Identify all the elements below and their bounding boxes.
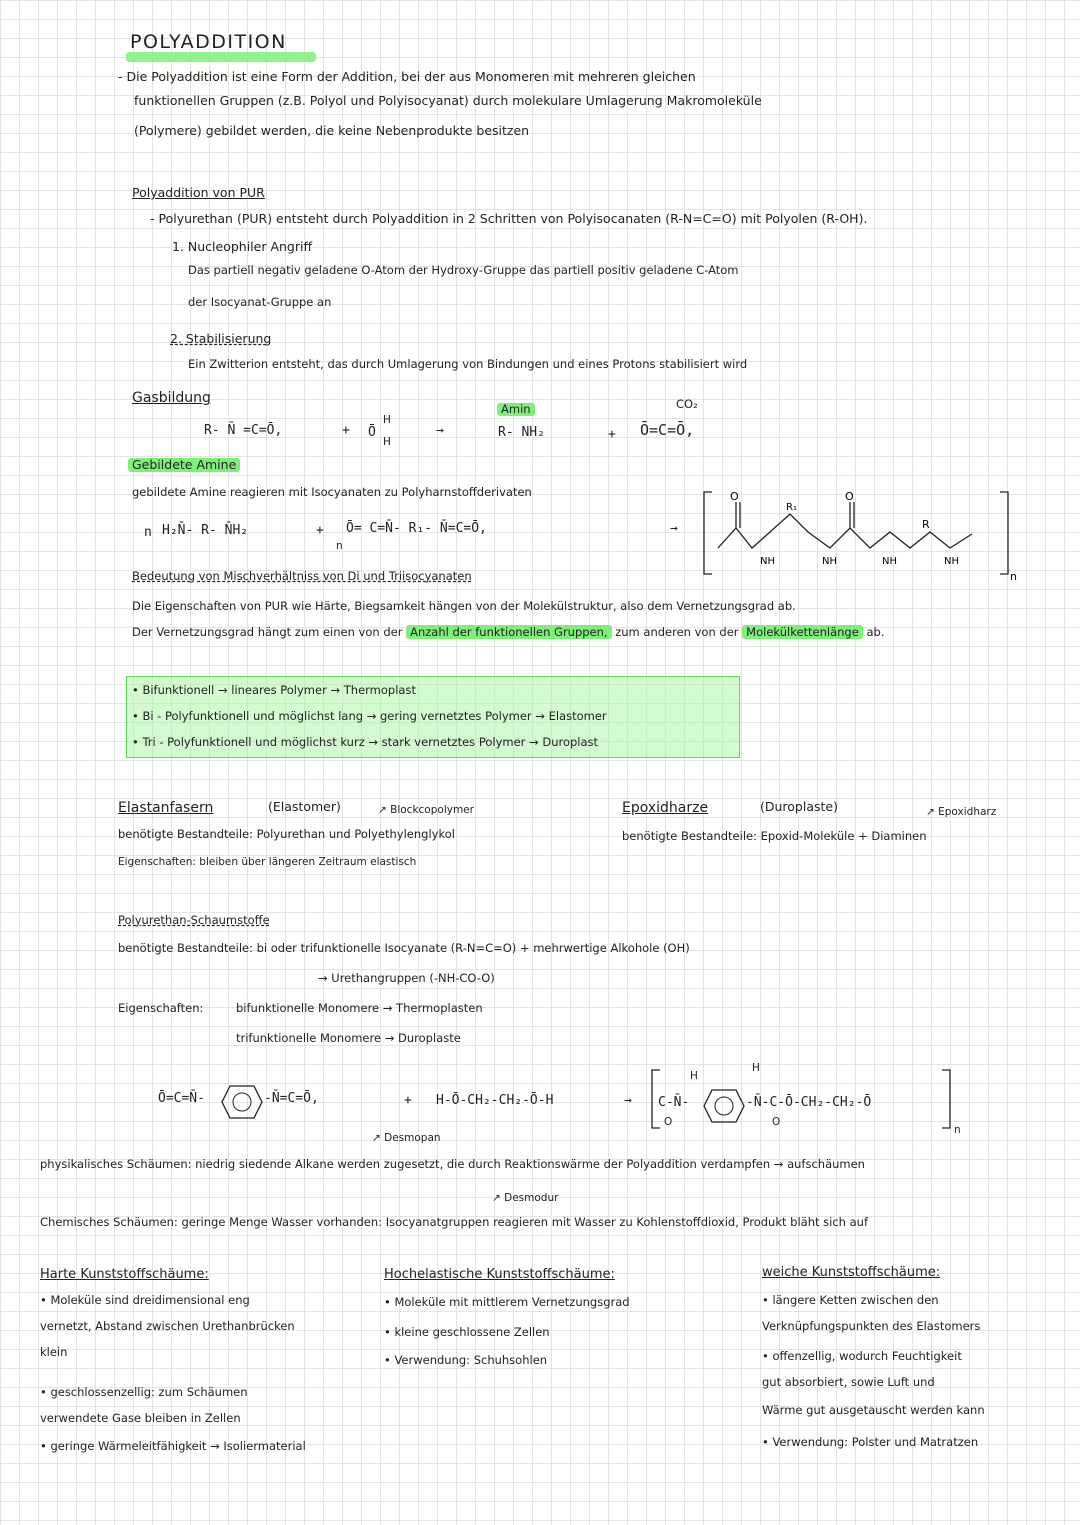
hart-line-3: klein (40, 1345, 68, 1359)
weich-line-2: Verknüpfungspunkten des Elastomers (762, 1319, 981, 1333)
amine-reactant-2: Ō= C=N̄- R₁- N̄=C=Ō, (346, 521, 487, 536)
pur-heading: Polyaddition von PUR (132, 185, 265, 200)
weich-line-1: • längere Ketten zwischen den (762, 1293, 939, 1307)
amin-formula: R- NH₂ (498, 425, 545, 440)
hart-title: Harte Kunststoffschäume: (40, 1267, 209, 1282)
reaction-mid: -N̄=C=Ō, (264, 1091, 319, 1106)
step1-text-2: der Isocyanat-Gruppe an (188, 295, 332, 309)
urea-nh-2: NH (822, 556, 837, 567)
schaum-props-label: Eigenschaften: (118, 1001, 204, 1015)
mix-heading: Bedeutung von Mischverhältniss von Di und Triisocyanaten (132, 569, 472, 583)
page-title: POLYADDITION (130, 31, 287, 53)
gas-plus-1: + (342, 423, 350, 438)
substituent-r: R (922, 518, 930, 531)
pur-line: - Polyurethan (PUR) entsteht durch Polyaddition in 2 Schritten von Polyisocanaten (R-N=C=O) mit Polyolen (R-OH). (150, 211, 868, 226)
hart-line-2: vernetzt, Abstand zwischen Urethanbrücken (40, 1319, 295, 1333)
schaum-props-2: trifunktionelle Monomere → Duroplaste (236, 1031, 461, 1045)
hoch-line-1: • Moleküle mit mittlerem Vernetzungsgrad (384, 1295, 630, 1309)
product-o-1: O (664, 1116, 673, 1128)
schaum-heading: Polyurethan-Schaumstoffe (118, 913, 270, 927)
elastan-line-1: benötigte Bestandteile: Polyurethan und Polyethylenglykol (118, 827, 455, 841)
weich-line-4: gut absorbiert, sowie Luft und (762, 1375, 935, 1389)
amine-text: gebildete Amine reagieren mit Isocyanaten zu Polyharnstoffderivaten (132, 485, 532, 499)
amine-reactant-1: H₂N̄- R- N̄H₂ (162, 523, 249, 538)
gas-water-h2: H (383, 436, 391, 448)
product-n: n (954, 1124, 961, 1136)
elastan-line-2: Eigenschaften: bleiben über längeren Zeitraum elastisch (118, 856, 417, 868)
step2-text: Ein Zwitterion entsteht, das durch Umlagerung von Bindungen und eines Protons stabilisiert wird (188, 357, 748, 371)
elastan-heading: Elastanfasern (118, 800, 214, 816)
desmopan-note: ↗ Desmopan (372, 1132, 441, 1144)
hart-line-4: • geschlossenzellig: zum Schäumen (40, 1385, 248, 1399)
amine-heading: Gebildete Amine (128, 458, 240, 472)
urea-nh-3: NH (882, 556, 897, 567)
schaum-line-1: benötigte Bestandteile: bi oder trifunktionelle Isocyanate (R-N=C=O) + mehrwertige Alkohole (OH) (118, 941, 690, 955)
box-item-1: • Bifunktionell → lineares Polymer → Thermoplast (132, 683, 416, 697)
carbonyl-o-2: O (845, 490, 854, 503)
substituent-r1: R₁ (786, 502, 797, 513)
product-h-1: H (690, 1070, 698, 1082)
gas-water-o: Ō (368, 425, 376, 440)
weich-line-3: • offenzellig, wodurch Feuchtigkeit (762, 1349, 962, 1363)
product-o-2: O (772, 1116, 781, 1128)
co2-label: CO₂ (676, 397, 698, 411)
hoch-title: Hochelastische Kunststoffschäume: (384, 1267, 615, 1282)
epoxid-sub: (Duroplaste) (760, 799, 838, 814)
chemical-foaming: Chemisches Schäumen: geringe Menge Wasser vorhanden: Isocyanatgruppen reagieren mit Wasser zu Kohlenstoffdioxid, Produkt bläht sich auf (40, 1215, 868, 1229)
benzene-ring-2 (702, 1086, 746, 1126)
carbonyl-o-1: O (730, 490, 739, 503)
hart-line-5: verwendete Gase bleiben in Zellen (40, 1411, 241, 1425)
amine-n1: n (144, 525, 152, 540)
polyurea-structure (700, 488, 1020, 588)
gas-water-h1: H (383, 414, 391, 426)
urea-nh-4: NH (944, 556, 959, 567)
elastan-note: ↗ Blockcopolymer (378, 804, 474, 816)
intro-line-3: (Polymere) gebildet werden, die keine Nebenprodukte besitzen (134, 123, 530, 138)
product-part-b: -N̄-C-Ō-CH₂-CH₂-Ō (746, 1095, 872, 1110)
weich-title: weiche Kunststoffschäume: (762, 1265, 941, 1280)
product-part-a: C-N̄- (658, 1095, 690, 1110)
weich-line-5: Wärme gut ausgetauscht werden kann (762, 1403, 985, 1417)
amin-label: Amin (497, 403, 535, 416)
hoch-line-2: • kleine geschlossene Zellen (384, 1325, 550, 1339)
gas-arrow: → (436, 423, 444, 438)
benzene-ring-1 (220, 1082, 264, 1122)
intro-line-1: - Die Polyaddition ist eine Form der Addition, bei der aus Monomeren mit mehreren gleichen (118, 69, 696, 84)
elastan-sub: (Elastomer) (268, 799, 341, 814)
mix-line-1: Die Eigenschaften von PUR wie Härte, Biegsamkeit hängen von der Molekülstruktur, also dem Vernetzungsgrad ab. (132, 599, 796, 613)
gas-heading: Gasbildung (132, 390, 211, 406)
gas-plus-2: + (608, 427, 616, 442)
reaction-left: Ō=C=N̄- (158, 1091, 205, 1106)
schaum-line-2: → Urethangruppen (-NH-CO-O) (318, 971, 495, 985)
step2-title: 2. Stabilisierung (170, 331, 272, 346)
reaction-plus: + (404, 1093, 412, 1108)
co2-formula: Ō=C=Ō, (640, 421, 695, 439)
mix-line-2: Der Vernetzungsgrad hängt zum einen von der Anzahl der funktionellen Gruppen, zum anderen von der Molekülkettenlänge ab. (132, 625, 885, 639)
step1-title: 1. Nucleophiler Angriff (172, 239, 313, 254)
amine-plus: + (316, 523, 324, 538)
epoxid-line-1: benötigte Bestandteile: Epoxid-Moleküle + Diaminen (622, 829, 927, 843)
reaction-arrow: → (624, 1093, 632, 1108)
hart-line-1: • Moleküle sind dreidimensional eng (40, 1293, 250, 1307)
epoxid-note: ↗ Epoxidharz (926, 806, 997, 818)
repeat-n: n (1010, 570, 1017, 583)
weich-line-6: • Verwendung: Polster und Matratzen (762, 1435, 979, 1449)
box-item-3: • Tri - Polyfunktionell und möglichst kurz → stark vernetztes Polymer → Duroplast (132, 735, 599, 749)
product-h-2: H (752, 1062, 760, 1074)
amine-arrow: → (670, 521, 678, 536)
reaction-diol: H-Ō-CH₂-CH₂-Ō-H (436, 1093, 554, 1108)
box-item-2: • Bi - Polyfunktionell und möglichst lang → gering vernetztes Polymer → Elastomer (132, 709, 607, 723)
epoxid-heading: Epoxidharze (622, 800, 709, 816)
step1-text-1: Das partiell negativ geladene O-Atom der Hydroxy-Gruppe das partiell positiv geladene C-Atom (188, 263, 739, 277)
hoch-line-3: • Verwendung: Schuhsohlen (384, 1353, 548, 1367)
hart-line-6: • geringe Wärmeleitfähigkeit → Isoliermaterial (40, 1439, 306, 1453)
urea-nh-1: NH (760, 556, 775, 567)
intro-line-2: funktionellen Gruppen (z.B. Polyol und Polyisocyanat) durch molekulare Umlagerung Makromoleküle (134, 93, 762, 108)
amine-n2: n (336, 540, 343, 552)
physical-foaming: physikalisches Schäumen: niedrig siedende Alkane werden zugesetzt, die durch Reaktionswärme der Polyaddition verdampfen → aufschäumen (40, 1157, 865, 1171)
schaum-props-1: bifunktionelle Monomere → Thermoplasten (236, 1001, 483, 1015)
gas-isocyanate: R- N̄ =C=Ō, (204, 423, 283, 438)
desmodur-note: ↗ Desmodur (492, 1192, 559, 1204)
